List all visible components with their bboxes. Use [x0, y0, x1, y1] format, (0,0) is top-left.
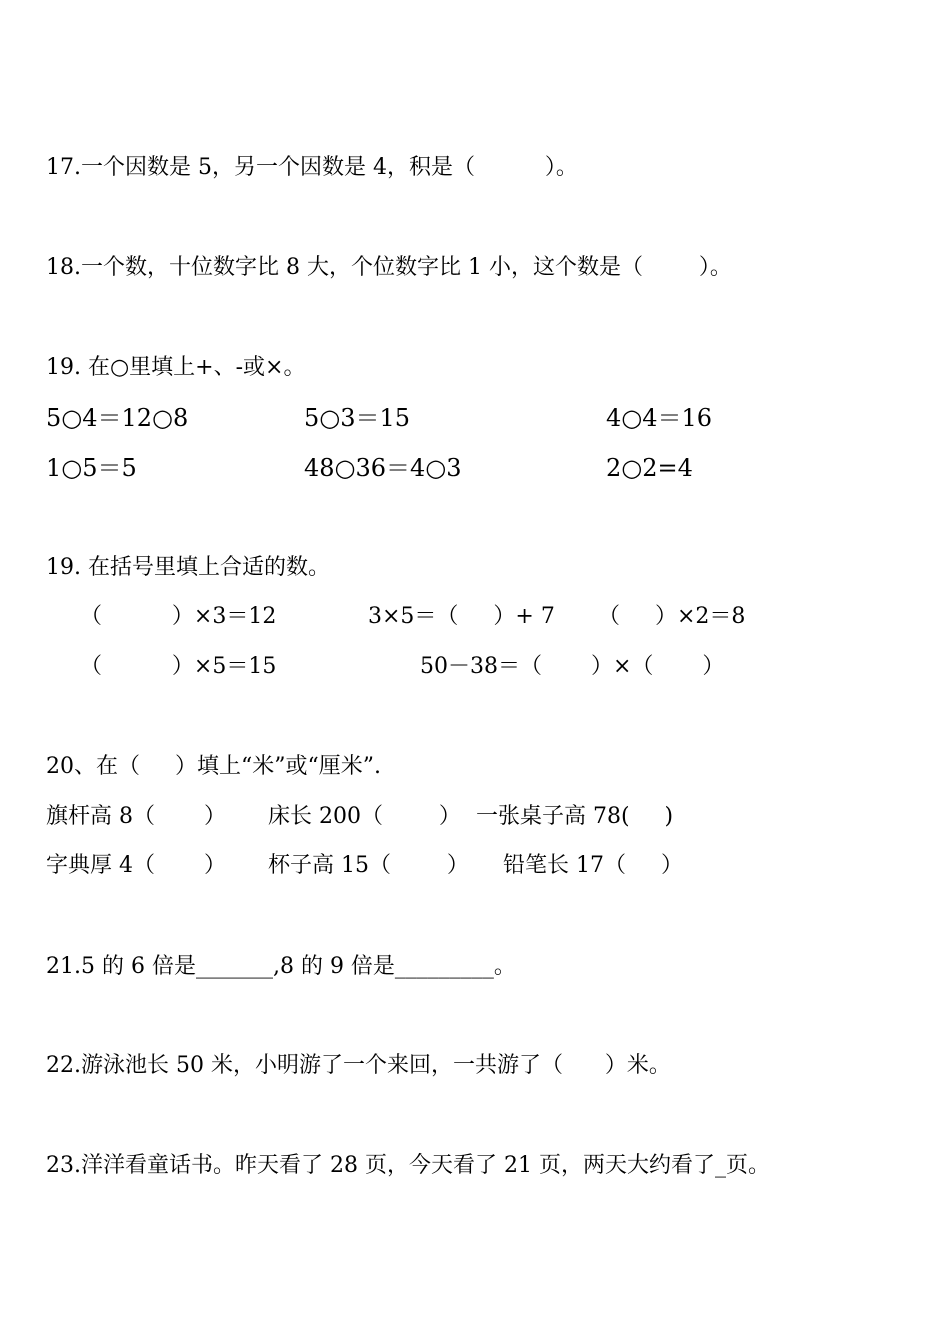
q19b-row2-item1: （ ）×5＝15 [80, 654, 277, 679]
q20-row2-item1: 字典厚 4（ ） [46, 853, 226, 878]
question-20-title: 20、在（ ）填上“米”或“厘米”. [46, 754, 381, 779]
q19a-row1-item1: 5○4＝12○8 [46, 404, 189, 432]
q20-row1-item2: 床长 200（ ） [268, 804, 461, 829]
question-18: 18.一个数，十位数字比 8 大，个位数字比 1 小，这个数是（ ）。 [46, 255, 732, 280]
q20-row2-item2: 杯子高 15（ ） [268, 853, 469, 878]
q19a-row2-item2: 48○36＝4○3 [304, 454, 462, 482]
q20-row1-item1: 旗杆高 8（ ） [46, 804, 226, 829]
q19a-row1-item3: 4○4＝16 [606, 404, 713, 432]
question-17: 17.一个因数是 5，另一个因数是 4，积是（ ）。 [46, 155, 578, 180]
q19b-row1-item2: 3×5＝（ ）+ 7 [368, 604, 555, 629]
q19b-row1-item3: （ ）×2＝8 [598, 604, 746, 629]
q19a-row2-item1: 1○5＝5 [46, 454, 137, 482]
q19a-row1-item2: 5○3＝15 [304, 404, 411, 432]
question-22: 22.游泳池长 50 米，小明游了一个来回，一共游了（ ）米。 [46, 1053, 671, 1078]
q20-row2-item3: 铅笔长 17（ ） [503, 853, 683, 878]
q20-row1-item3: 一张桌子高 78( ) [476, 804, 674, 829]
question-23: 23.洋洋看童话书。昨天看了 28 页，今天看了 21 页，两天大约看了_页。 [46, 1153, 770, 1178]
question-19b-title: 19. 在括号里填上合适的数。 [46, 555, 330, 580]
question-21: 21.5 的 6 倍是_______,8 的 9 倍是_________。 [46, 954, 516, 979]
question-19a-title: 19. 在○里填上+、-或×。 [46, 355, 306, 380]
q19a-row2-item3: 2○2=4 [606, 454, 693, 482]
q19b-row2-item2: 50－38＝（ ）×（ ） [420, 654, 725, 679]
q19b-row1-item1: （ ）×3＝12 [80, 604, 277, 629]
